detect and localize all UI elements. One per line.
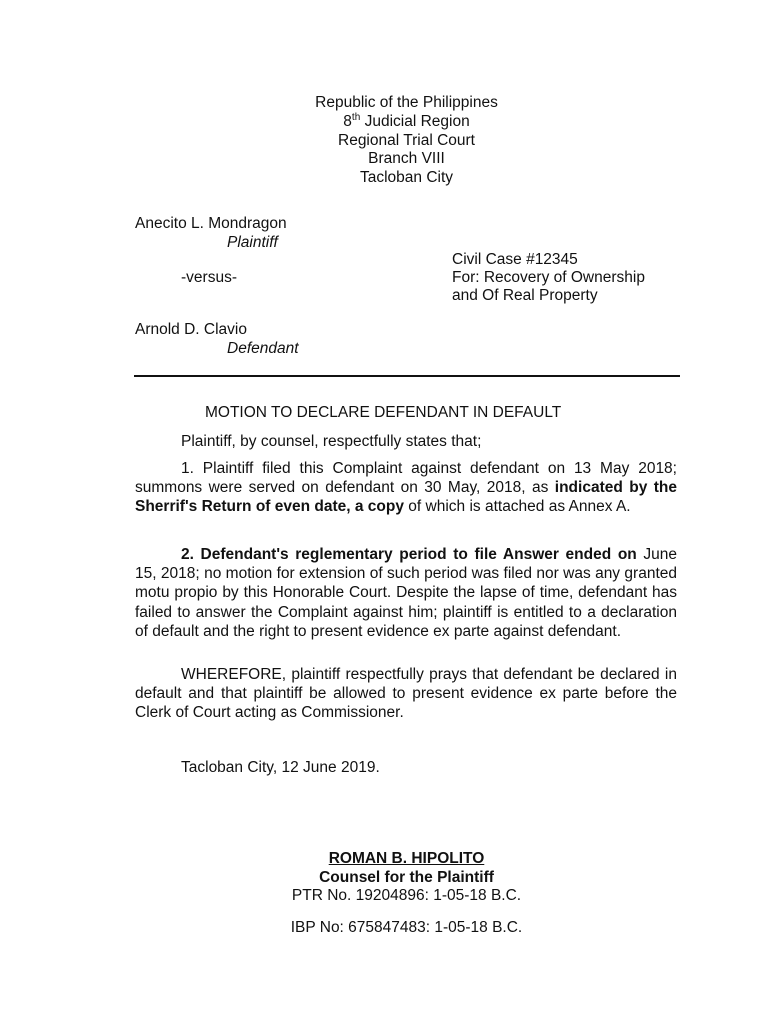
header-region-text: Judicial Region	[360, 112, 470, 130]
versus-label: -versus-	[181, 269, 237, 286]
case-number: Civil Case #12345	[452, 251, 578, 268]
paragraph-1-bold: indicated by the Sherrif's Return of even date, a copy	[135, 479, 677, 516]
case-nature-line2: and Of Real Property	[452, 287, 598, 304]
case-nature-line1: For: Recovery of Ownership	[452, 269, 645, 286]
court-header	[0, 94, 768, 188]
defendant-role: Defendant	[227, 340, 299, 357]
defendant-name: Arnold D. Clavio	[135, 321, 247, 338]
paragraph-1-tail: of which is attached as Annex A.	[403, 498, 631, 516]
header-region-number: 8	[343, 112, 352, 130]
signature-block	[0, 850, 768, 937]
counsel-title: Counsel for the Plaintiff	[319, 868, 494, 886]
header-branch: Branch VIII	[368, 150, 445, 168]
paragraph-2	[135, 545, 677, 641]
header-republic: Republic of the Philippines	[315, 94, 498, 111]
prayer-paragraph: WHEREFORE, plaintiff respectfully prays that defendant be declared in default and that plaintiff be allowed to present evidence ex parte before the Clerk of Court acting as Commissioner.	[135, 666, 677, 722]
header-region-suffix: th	[351, 111, 361, 123]
header-city: Tacloban City	[359, 169, 454, 187]
plaintiff-name: Anecito L. Mondragon	[135, 215, 287, 232]
header-judicial-region	[0, 113, 768, 132]
ibp-number: IBP No: 675847483: 1-05-18 B.C.	[290, 918, 523, 936]
paragraph-2-bold: 2. Defendant's reglementary period to file Answer ended on	[181, 546, 637, 563]
header-court: Regional Trial Court	[338, 131, 475, 149]
plaintiff-role: Plaintiff	[227, 234, 278, 251]
counsel-name: ROMAN B. HIPOLITO	[328, 850, 485, 867]
caption-divider	[134, 375, 680, 377]
paragraph-1-text: 1. Plaintiff filed this Complaint against defendant on 13 May 2018; summons were served on defendant on 30 May, 2018, as	[135, 460, 677, 497]
ptr-number: PTR No. 19204896: 1-05-18 B.C.	[291, 887, 522, 905]
date-line: Tacloban City, 12 June 2019.	[181, 759, 380, 776]
intro-line: Plaintiff, by counsel, respectfully states that;	[181, 433, 482, 450]
paragraph-2-text: June 15, 2018; no motion for extension of such period was filed nor was any granted motu propio by this Honorable Court. Despite the lapse of time, defendant has failed to answer the Complaint against him; plaintiff is entitled to a declaration of default and the right to present evidence ex parte against defendant.	[135, 546, 678, 640]
motion-title: MOTION TO DECLARE DEFENDANT IN DEFAULT	[205, 404, 562, 421]
paragraph-1	[135, 459, 677, 517]
